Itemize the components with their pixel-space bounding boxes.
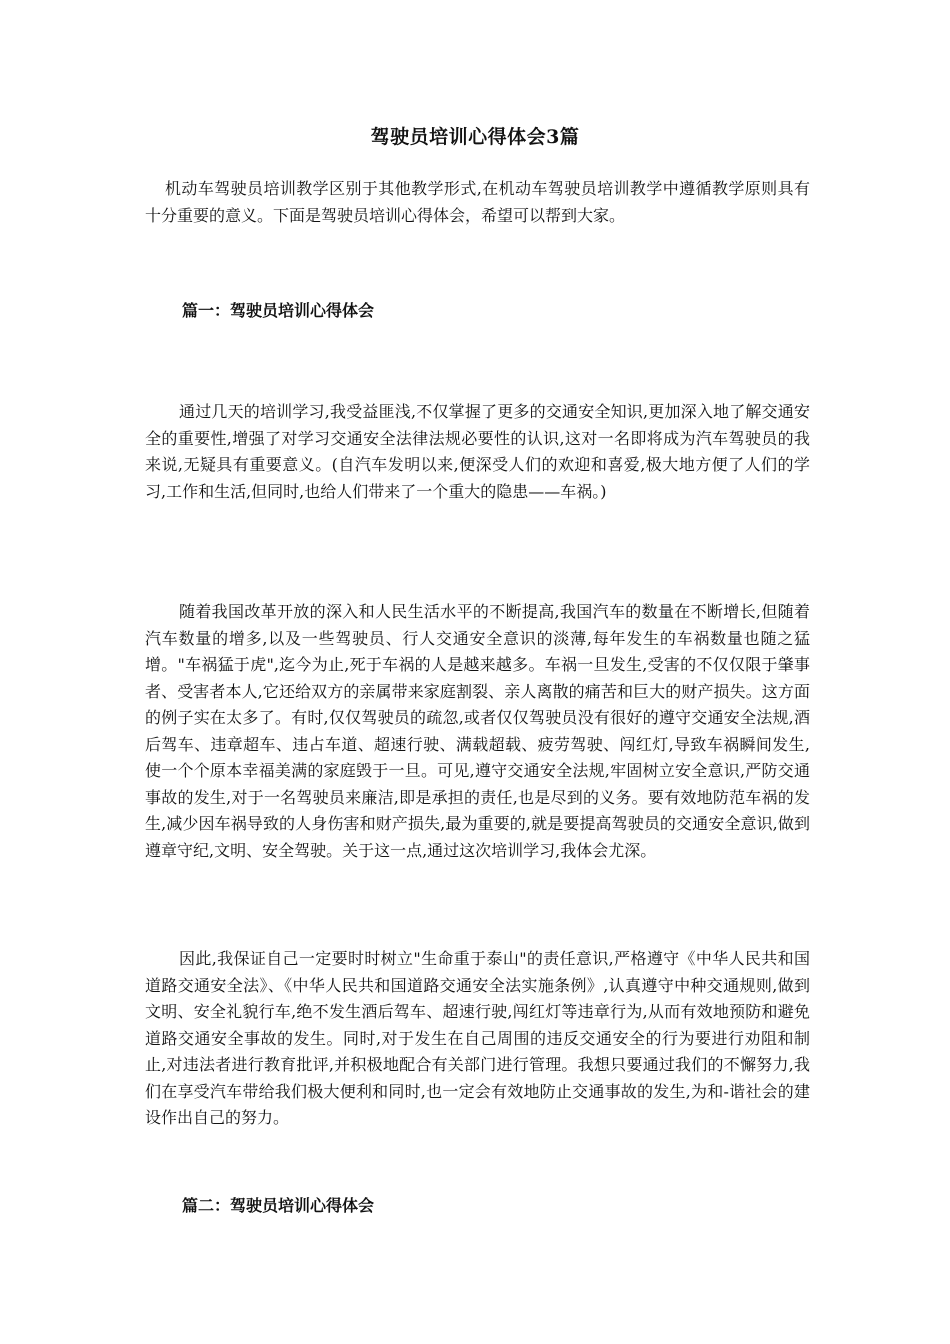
section-heading-1: 篇一：驾驶员培训心得体会 [182, 301, 375, 320]
document-title: 驾驶员培训心得体会3篇 [370, 126, 580, 148]
body-paragraph-2: 随着我国改革开放的深入和人民生活水平的不断提高,我国汽车的数量在不断增长,但随着汽车数量的增多,以及一些驾驶员、行人交通安全意识的淡薄,每年发生的车祸数量也随之猛增。"车祸猛于虎",迄今为止,死于车祸的人是越来越多。车祸一旦发生,受害的不仅仅限于肇事者、受害者本人,它还给双方的亲属带来家庭割裂、亲人离散的痛苦和巨大的财产损失。这方面的例子实在太多了。有时,仅仅驾驶员的疏忽,或者仅仅驾驶员没有很好的遵守交通安全法规,酒后驾车、违章超车、违占车道、超速行驶、满载超载、疲劳驾驶、闯红灯,导致车祸瞬间发生,使一个个原本幸福美满的家庭毁于一旦。可见,遵守交通安全法规,牢固树立安全意识,严防交通事故的发生,对于一名驾驶员来廉洁,即是承担的责任,也是尽到的义务。要有效地防范车祸的发生,减少因车祸导致的人身伤害和财产损失,最为重要的,就是要提高驾驶员的交通安全意识,做到遵章守纪,文明、安全驾驶。关于这一点,通过这次培训学习,我体会尤深。 [145, 602, 810, 860]
section-heading-2: 篇二：驾驶员培训心得体会 [182, 1196, 375, 1215]
intro-paragraph: 机动车驾驶员培训教学区别于其他教学形式,在机动车驾驶员培训教学中遵循教学原则具有十分重要的意义。下面是驾驶员培训心得体会，希望可以帮到大家。 [145, 179, 810, 225]
body-paragraph-3: 因此,我保证自己一定要时时树立"生命重于泰山"的责任意识,严格遵守《中华人民共和国道路交通安全法》、《中华人民共和国道路交通安全法实施条例》,认真遵守中种交通规则,做到文明、安全礼貌行车,绝不发生酒后驾车、超速行驶,闯红灯等违章行为,从而有效地预防和避免道路交通安全事故的发生。同时,对于发生在自己周围的违反交通安全的行为要进行劝阻和制止,对违法者进行教育批评,并积极地配合有关部门进行管理。我想只要通过我们的不懈努力,我们在享受汽车带给我们极大便利和同时,也一定会有效地防止交通事故的发生,为和-谐社会的建设作出自己的努力。 [145, 949, 810, 1127]
body-paragraph-1: 通过几天的培训学习,我受益匪浅,不仅掌握了更多的交通安全知识,更加深入地了解交通安全的重要性,增强了对学习交通安全法律法规必要性的认识,这对一名即将成为汽车驾驶员的我来说,无疑具有重要意义。(自汽车发明以来,便深受人们的欢迎和喜爱,极大地方便了人们的学习,工作和生活,但同时,也给人们带来了一个重大的隐患——车祸。) [145, 402, 810, 501]
